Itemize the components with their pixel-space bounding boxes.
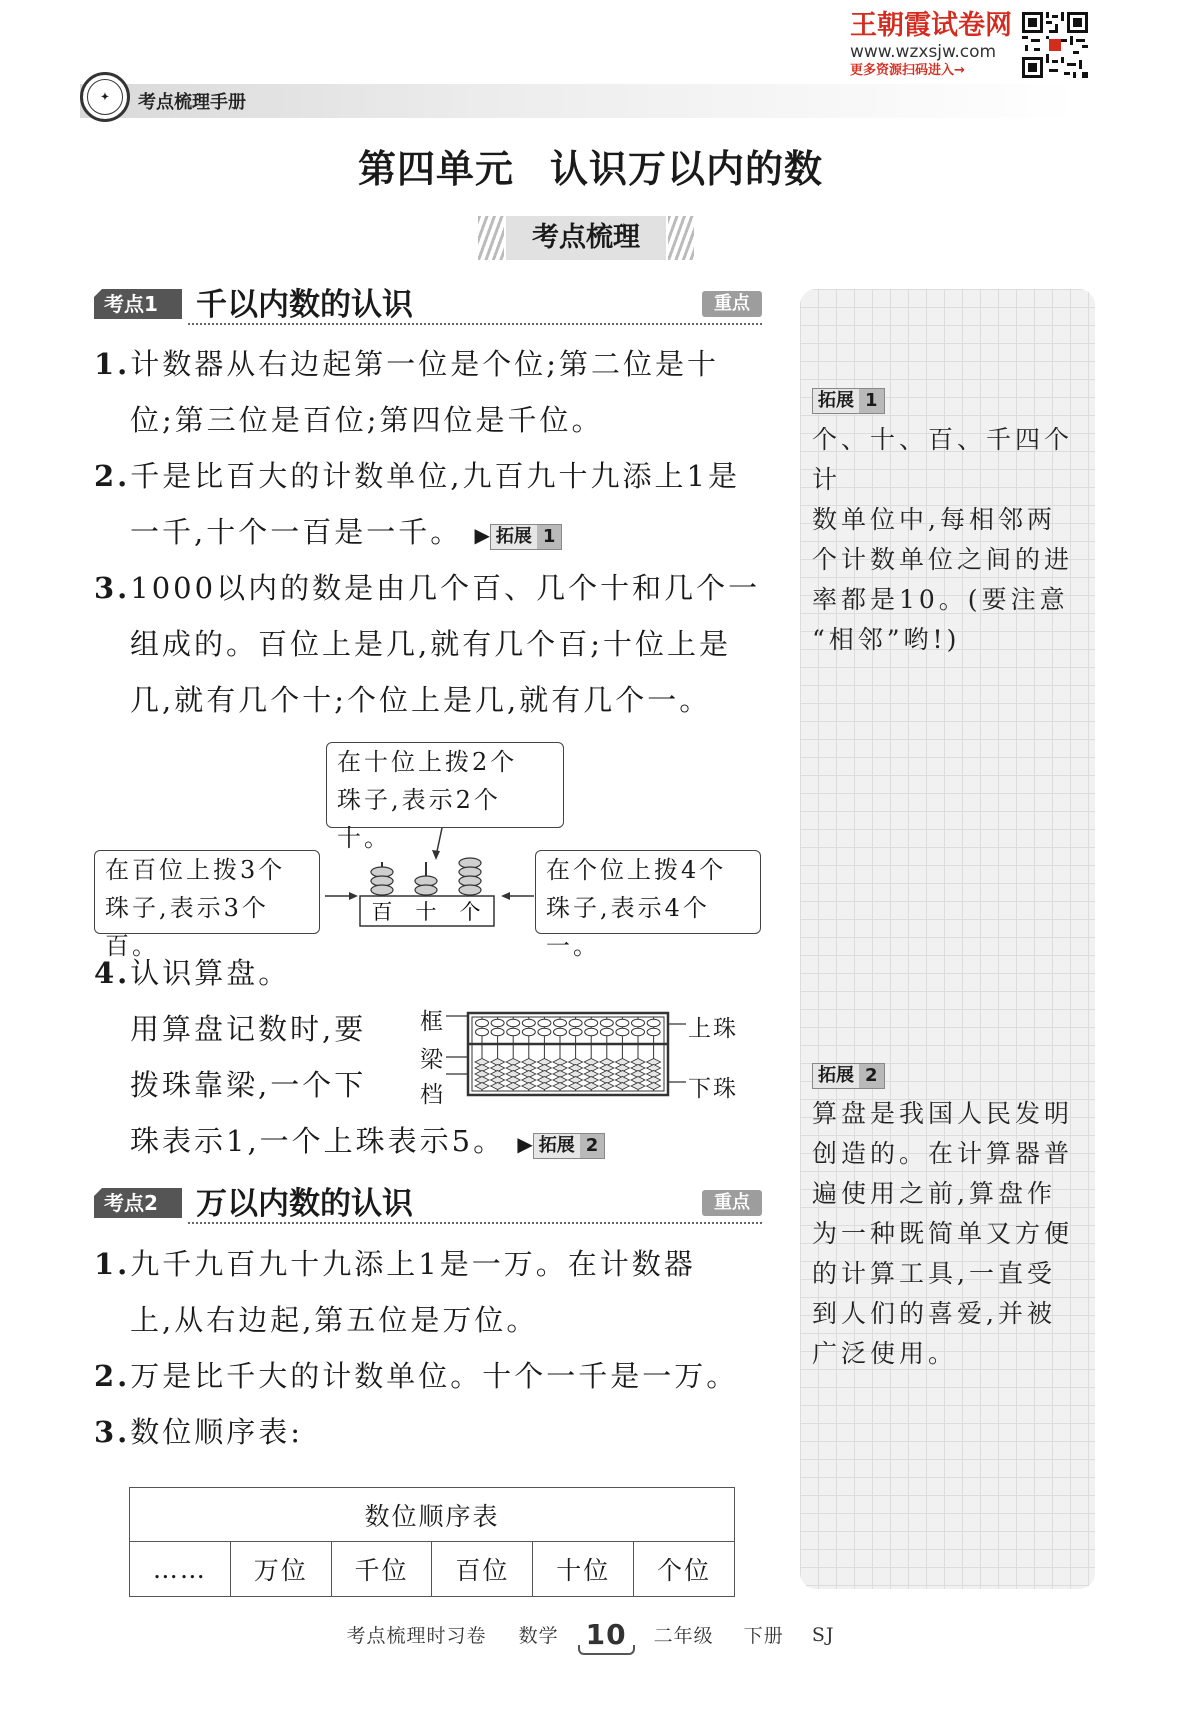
page-footer bbox=[0, 1618, 1181, 1651]
point1-heading bbox=[94, 285, 762, 327]
ext2-text: 算盘是我国人民发明 创造的。在计算器普 遍使用之前,算盘作 为一种既简单又方便 的计算工具,一直受 到人们的喜爱,并被 广泛使用。 bbox=[812, 1099, 1074, 1368]
abacus-upper-label: 上珠 bbox=[688, 1016, 738, 1042]
footer-edition: SJ bbox=[811, 1623, 835, 1646]
abacus-upper-bead bbox=[507, 1028, 520, 1036]
point1-item1: 1.计数器从右边起第一位是个位;第二位是十 bbox=[94, 347, 720, 381]
abacus-upper-bead bbox=[476, 1019, 489, 1027]
bubble-tens: 在十位上拨2个 珠子,表示2个十。 bbox=[326, 742, 564, 828]
table-cell: 个位 bbox=[634, 1542, 735, 1597]
counter-label-hundreds: 百 bbox=[371, 900, 393, 924]
counter-label-tens: 十 bbox=[415, 900, 437, 924]
abacus-upper-bead bbox=[538, 1019, 551, 1027]
abacus-upper-bead bbox=[647, 1028, 660, 1036]
table-cell: 十位 bbox=[533, 1542, 634, 1597]
point1-item2-cont: 一千,十个一百是一千。 ▶ 拓展 1 bbox=[130, 504, 562, 563]
abacus-upper-bead bbox=[554, 1028, 567, 1036]
point2-item3: 3.数位顺序表: bbox=[94, 1415, 304, 1449]
point1-item3-cont1: 组成的。百位上是几,就有几个百;十位上是 bbox=[130, 627, 731, 661]
abacus-upper-bead bbox=[491, 1019, 504, 1027]
page-subtitle: 认识万以内的数 bbox=[550, 146, 824, 191]
manual-title: 考点梳理手册 bbox=[138, 92, 246, 113]
counter-label-ones: 个 bbox=[459, 900, 481, 924]
ext1-tag: 拓展 1 bbox=[812, 388, 885, 414]
publisher-logo: ✦ bbox=[80, 72, 130, 122]
ext2-tag: 拓展 2 bbox=[812, 1063, 885, 1089]
abacus-upper-bead bbox=[538, 1028, 551, 1036]
abacus-lower-label: 下珠 bbox=[688, 1076, 738, 1102]
abacus-upper-bead bbox=[522, 1019, 535, 1027]
brand-more: 更多资源扫码进入→ bbox=[850, 63, 965, 78]
abacus-upper-bead bbox=[600, 1019, 613, 1027]
abacus-upper-bead bbox=[585, 1028, 598, 1036]
ext1-text: 个、十、百、千四个计 数单位中,每相邻两 个计数单位之间的进 率都是10。(要注意 “相邻”哟!) bbox=[812, 425, 1074, 654]
ext1-link[interactable]: 拓展 1 bbox=[490, 524, 563, 550]
abacus-diagram bbox=[446, 1010, 691, 1100]
footer-grade: 二年级 bbox=[653, 1625, 714, 1647]
bubble-ones: 在个位上拨4个 珠子,表示4个一。 bbox=[535, 850, 761, 934]
point1-item1-cont: 位;第三位是百位;第四位是千位。 bbox=[130, 403, 604, 437]
table-cell: 万位 bbox=[230, 1542, 331, 1597]
brand-block[interactable] bbox=[850, 10, 1018, 80]
abacus-upper-bead bbox=[632, 1019, 645, 1027]
abacus-upper-bead bbox=[522, 1028, 535, 1036]
point2-badge: 考点2 bbox=[94, 1188, 182, 1218]
section-tag: 考点梳理 bbox=[478, 216, 694, 260]
abacus-upper-bead bbox=[616, 1028, 629, 1036]
brand-url[interactable]: www.wzxsjw.com bbox=[850, 42, 997, 62]
table-cell: …… bbox=[130, 1542, 231, 1597]
point1-item4-l3: 珠表示1,一个上珠表示5。 ▶ 拓展 2 bbox=[130, 1113, 605, 1172]
abacus-frame-label: 框 bbox=[420, 1009, 445, 1035]
point1-item2: 2.千是比百大的计数单位,九百九十九添上1是 bbox=[94, 459, 740, 493]
abacus-upper-bead bbox=[600, 1028, 613, 1036]
arrow-right-icon: ▶ bbox=[474, 523, 490, 547]
page-title: 第四单元 认识万以内的数 bbox=[357, 146, 824, 191]
abacus-upper-bead bbox=[632, 1028, 645, 1036]
point2-title: 万以内数的认识 bbox=[196, 1186, 413, 1222]
point2-key-badge: 重点 bbox=[702, 1190, 762, 1216]
abacus-upper-bead bbox=[585, 1019, 598, 1027]
point2-item1: 1.九千九百九十九添上1是一万。在计数器 bbox=[94, 1247, 696, 1281]
abacus-upper-bead bbox=[554, 1019, 567, 1027]
ext2-link[interactable]: 拓展 2 bbox=[533, 1133, 606, 1159]
abacus-upper-bead bbox=[569, 1019, 582, 1027]
table-cell: 千位 bbox=[331, 1542, 432, 1597]
page-number: 10 bbox=[585, 1618, 627, 1651]
brand-name: 王朝霞试卷网 bbox=[850, 10, 1012, 41]
arrow-right-icon: ▶ bbox=[517, 1132, 533, 1156]
point1-item4-l1: 用算盘记数时,要 bbox=[130, 1012, 367, 1046]
table-cell: 百位 bbox=[432, 1542, 533, 1597]
abacus-upper-bead bbox=[569, 1028, 582, 1036]
point1-item3-cont2: 几,就有几个十;个位上是几,就有几个一。 bbox=[130, 683, 712, 717]
counting-frame bbox=[320, 820, 540, 930]
abacus-rod-label: 档 bbox=[420, 1082, 445, 1108]
abacus-upper-bead bbox=[476, 1028, 489, 1036]
footer-series: 考点梳理时习卷 bbox=[346, 1625, 487, 1647]
place-value-table bbox=[129, 1487, 735, 1597]
table-title: 数位顺序表 bbox=[130, 1488, 735, 1542]
point1-badge: 考点1 bbox=[94, 289, 182, 319]
abacus-beam-label: 梁 bbox=[420, 1047, 445, 1073]
abacus-upper-bead bbox=[491, 1028, 504, 1036]
abacus-upper-bead bbox=[507, 1019, 520, 1027]
point2-item1-cont: 上,从右边起,第五位是万位。 bbox=[130, 1303, 539, 1337]
point1-item3: 3.1000以内的数是由几个百、几个十和几个一 bbox=[94, 571, 761, 605]
point1-item4-l2: 拨珠靠梁,一个下 bbox=[130, 1068, 367, 1102]
abacus-upper-bead bbox=[616, 1019, 629, 1027]
footer-volume: 下册 bbox=[743, 1625, 784, 1647]
point2-heading bbox=[94, 1184, 762, 1226]
point1-item4: 4.认识算盘。 bbox=[94, 956, 291, 990]
bubble-hundreds: 在百位上拨3个 珠子,表示3个百。 bbox=[94, 850, 320, 934]
abacus-upper-bead bbox=[647, 1019, 660, 1027]
footer-subject: 数学 bbox=[518, 1625, 559, 1647]
table-row bbox=[130, 1542, 735, 1597]
point1-title: 千以内数的认识 bbox=[196, 287, 413, 323]
point1-key-badge: 重点 bbox=[702, 291, 762, 317]
qr-code-icon[interactable] bbox=[1022, 12, 1088, 78]
point2-item2: 2.万是比千大的计数单位。十个一千是一万。 bbox=[94, 1359, 739, 1393]
